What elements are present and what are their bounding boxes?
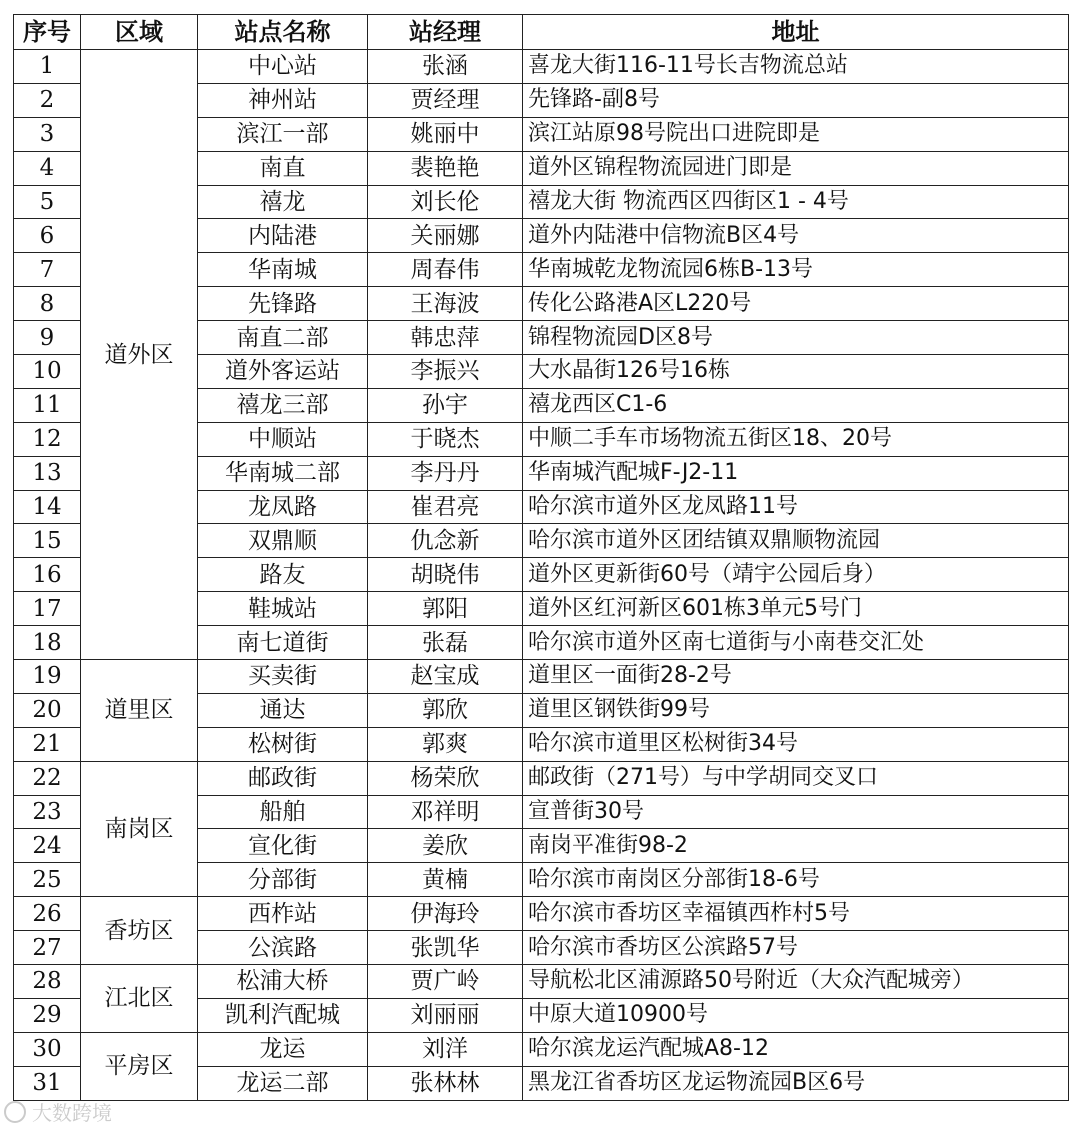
district-cell: 江北区: [81, 965, 198, 1033]
station-address: 华南城乾龙物流园6栋B-13号: [523, 253, 1069, 287]
station-address: 哈尔滨龙运汽配城A8-12: [523, 1032, 1069, 1066]
station-address: 华南城汽配城F-J2-11: [523, 456, 1069, 490]
station-address: 禧龙西区C1-6: [523, 388, 1069, 422]
station-manager: 杨荣欣: [368, 761, 523, 795]
station-manager: 李丹丹: [368, 456, 523, 490]
station-name: 先锋路: [198, 287, 368, 321]
station-name: 中心站: [198, 50, 368, 84]
station-name: 松浦大桥: [198, 965, 368, 999]
station-manager: 刘丽丽: [368, 998, 523, 1032]
station-manager: 裴艳艳: [368, 151, 523, 185]
table-row: [14, 1032, 1069, 1066]
watermark: [4, 1097, 112, 1126]
station-address: 先锋路-副8号: [523, 83, 1069, 117]
header-manager: 站经理: [368, 15, 523, 50]
district-cell: 香坊区: [81, 897, 198, 965]
row-number: 4: [14, 151, 81, 185]
station-name: 南七道街: [198, 626, 368, 660]
station-manager: 李振兴: [368, 355, 523, 389]
station-manager: 姜欣: [368, 829, 523, 863]
row-number: 31: [14, 1066, 81, 1100]
station-manager: 赵宝成: [368, 660, 523, 694]
station-name: 路友: [198, 558, 368, 592]
row-number: 15: [14, 524, 81, 558]
row-number: 10: [14, 355, 81, 389]
station-name: 禧龙: [198, 185, 368, 219]
row-number: 25: [14, 863, 81, 897]
station-manager: 刘洋: [368, 1032, 523, 1066]
station-address: 大水晶街126号16栋: [523, 355, 1069, 389]
district-cell: 南岗区: [81, 761, 198, 897]
station-address: 道外内陆港中信物流B区4号: [523, 219, 1069, 253]
row-number: 3: [14, 117, 81, 151]
row-number: 23: [14, 795, 81, 829]
row-number: 27: [14, 931, 81, 965]
row-number: 29: [14, 998, 81, 1032]
header-address: 地址: [523, 15, 1069, 50]
station-name: 松树街: [198, 727, 368, 761]
station-name: 神州站: [198, 83, 368, 117]
station-address: 黑龙江省香坊区龙运物流园B区6号: [523, 1066, 1069, 1100]
table-body: [14, 50, 1069, 1101]
row-number: 24: [14, 829, 81, 863]
station-name: 内陆港: [198, 219, 368, 253]
station-name: 邮政街: [198, 761, 368, 795]
header-district: 区域: [81, 15, 198, 50]
station-name: 华南城二部: [198, 456, 368, 490]
table-row: [14, 761, 1069, 795]
station-name: 鞋城站: [198, 592, 368, 626]
station-name: 滨江一部: [198, 117, 368, 151]
header-num: 序号: [14, 15, 81, 50]
table-row: [14, 50, 1069, 84]
row-number: 22: [14, 761, 81, 795]
row-number: 14: [14, 490, 81, 524]
station-address: 道外区锦程物流园进门即是: [523, 151, 1069, 185]
station-address: 南岗平准街98-2: [523, 829, 1069, 863]
station-manager: 贾广岭: [368, 965, 523, 999]
station-manager: 胡晓伟: [368, 558, 523, 592]
station-address: 道里区一面街28-2号: [523, 660, 1069, 694]
row-number: 6: [14, 219, 81, 253]
station-manager: 刘长伦: [368, 185, 523, 219]
row-number: 16: [14, 558, 81, 592]
station-manager: 仇念新: [368, 524, 523, 558]
station-manager: 郭阳: [368, 592, 523, 626]
station-name: 禧龙三部: [198, 388, 368, 422]
header-station: 站点名称: [198, 15, 368, 50]
watermark-logo-icon: [4, 1101, 26, 1123]
station-name: 华南城: [198, 253, 368, 287]
station-manager: 邓祥明: [368, 795, 523, 829]
station-manager: 贾经理: [368, 83, 523, 117]
station-name: 公滨路: [198, 931, 368, 965]
station-manager: 郭欣: [368, 693, 523, 727]
table-row: [14, 660, 1069, 694]
row-number: 21: [14, 727, 81, 761]
row-number: 28: [14, 965, 81, 999]
station-address: 中原大道10900号: [523, 998, 1069, 1032]
row-number: 5: [14, 185, 81, 219]
station-name: 龙凤路: [198, 490, 368, 524]
station-name: 西柞站: [198, 897, 368, 931]
row-number: 30: [14, 1032, 81, 1066]
station-name: 南直二部: [198, 321, 368, 355]
station-name: 中顺站: [198, 422, 368, 456]
station-address: 宣普街30号: [523, 795, 1069, 829]
station-name: 买卖街: [198, 660, 368, 694]
table-row: [14, 897, 1069, 931]
station-address: 道外区更新街60号（靖宇公园后身）: [523, 558, 1069, 592]
station-address: 哈尔滨市道外区龙凤路11号: [523, 490, 1069, 524]
station-address: 道外区红河新区601栋3单元5号门: [523, 592, 1069, 626]
row-number: 17: [14, 592, 81, 626]
district-cell: 平房区: [81, 1032, 198, 1100]
row-number: 7: [14, 253, 81, 287]
station-manager: 伊海玲: [368, 897, 523, 931]
station-address: 传化公路港A区L220号: [523, 287, 1069, 321]
header-row: [14, 15, 1069, 50]
station-name: 船舶: [198, 795, 368, 829]
station-address: 中顺二手车市场物流五街区18、20号: [523, 422, 1069, 456]
row-number: 13: [14, 456, 81, 490]
watermark-text: 大数跨境: [32, 1101, 112, 1125]
station-address: 喜龙大街116-11号长吉物流总站: [523, 50, 1069, 84]
station-address: 道里区钢铁街99号: [523, 693, 1069, 727]
row-number: 19: [14, 660, 81, 694]
station-manager: 张涵: [368, 50, 523, 84]
station-address: 哈尔滨市香坊区公滨路57号: [523, 931, 1069, 965]
station-name: 道外客运站: [198, 355, 368, 389]
station-manager: 孙宇: [368, 388, 523, 422]
row-number: 11: [14, 388, 81, 422]
station-address: 滨江站原98号院出口进院即是: [523, 117, 1069, 151]
station-name: 双鼎顺: [198, 524, 368, 558]
station-address: 哈尔滨市道外区团结镇双鼎顺物流园: [523, 524, 1069, 558]
row-number: 12: [14, 422, 81, 456]
station-name: 龙运二部: [198, 1066, 368, 1100]
station-manager: 韩忠萍: [368, 321, 523, 355]
row-number: 9: [14, 321, 81, 355]
station-name: 凯利汽配城: [198, 998, 368, 1032]
row-number: 8: [14, 287, 81, 321]
station-address: 锦程物流园D区8号: [523, 321, 1069, 355]
station-name: 分部街: [198, 863, 368, 897]
station-manager: 于晓杰: [368, 422, 523, 456]
station-name: 宣化街: [198, 829, 368, 863]
station-address: 哈尔滨市南岗区分部街18-6号: [523, 863, 1069, 897]
station-address: 导航松北区浦源路50号附近（大众汽配城旁）: [523, 965, 1069, 999]
station-manager: 崔君亮: [368, 490, 523, 524]
station-name: 通达: [198, 693, 368, 727]
station-manager: 张凯华: [368, 931, 523, 965]
station-manager: 关丽娜: [368, 219, 523, 253]
station-manager: 郭爽: [368, 727, 523, 761]
district-cell: 道外区: [81, 50, 198, 660]
row-number: 26: [14, 897, 81, 931]
station-manager: 王海波: [368, 287, 523, 321]
station-manager: 姚丽中: [368, 117, 523, 151]
station-manager: 周春伟: [368, 253, 523, 287]
station-manager: 张磊: [368, 626, 523, 660]
station-manager: 黄楠: [368, 863, 523, 897]
station-manager: 张林林: [368, 1066, 523, 1100]
station-address: 邮政街（271号）与中学胡同交叉口: [523, 761, 1069, 795]
station-table: [13, 14, 1069, 1101]
row-number: 1: [14, 50, 81, 84]
row-number: 2: [14, 83, 81, 117]
district-cell: 道里区: [81, 660, 198, 762]
station-name: 龙运: [198, 1032, 368, 1066]
station-address: 哈尔滨市道外区南七道街与小南巷交汇处: [523, 626, 1069, 660]
station-address: 禧龙大街 物流西区四街区1 - 4号: [523, 185, 1069, 219]
station-name: 南直: [198, 151, 368, 185]
row-number: 18: [14, 626, 81, 660]
station-address: 哈尔滨市香坊区幸福镇西柞村5号: [523, 897, 1069, 931]
station-address: 哈尔滨市道里区松树街34号: [523, 727, 1069, 761]
row-number: 20: [14, 693, 81, 727]
table-row: [14, 965, 1069, 999]
